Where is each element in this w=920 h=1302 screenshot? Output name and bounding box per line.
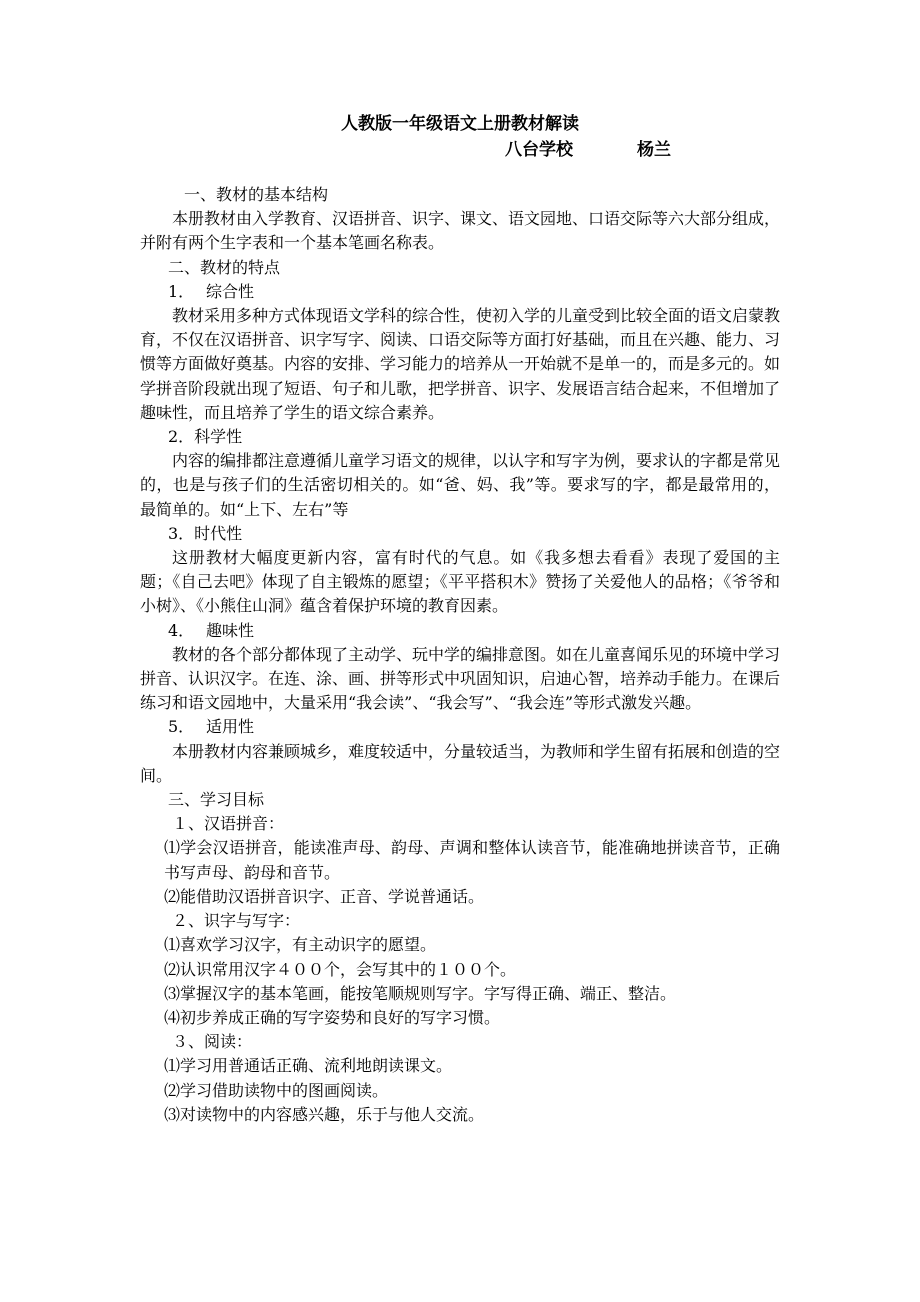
byline [505, 138, 671, 162]
feature-heading-scientific: 2．科学性 [168, 427, 243, 447]
feature-number: 5． [168, 717, 195, 737]
section-heading-goals: 三、学习目标 [168, 790, 265, 810]
goal-item: ⑶对读物中的内容感兴趣，乐于与他人交流。 [164, 1104, 485, 1124]
goal-heading-pinyin: １、汉语拼音： [172, 814, 285, 834]
feature-number: 1． [168, 281, 195, 301]
section-heading-structure: 一、教材的基本结构 [184, 185, 329, 204]
author-name: 杨兰 [637, 140, 671, 160]
goal-item: ⑵认识常用汉字４００个，会写其中的１００个。 [164, 959, 517, 979]
feature-heading-applicability [140, 715, 780, 739]
school-name: 八台学校 [505, 140, 573, 160]
feature-label: 综合性 [206, 281, 255, 301]
feature-heading-comprehensive [140, 280, 780, 304]
section-heading-features: 二、教材的特点 [168, 257, 281, 277]
goal-item: ⑵学习借助读物中的图画阅读。 [164, 1080, 389, 1100]
paragraph-applicability: 本册教材内容兼顾城乡，难度较适中，分量较适当，为教师和学生留有拓展和创造的空间。 [140, 741, 781, 785]
paragraph-structure: 本册教材由入学教育、汉语拼音、识字、课文、语文园地、口语交际等六大部分组成，并附有两个生字表和一个基本笔画名称表。 [140, 209, 781, 253]
goal-heading-reading: ３、阅读： [172, 1032, 253, 1052]
goal-item: ⑴喜欢学习汉字，有主动识字的愿望。 [164, 935, 437, 955]
feature-heading-modern: 3．时代性 [168, 523, 243, 543]
paragraph-modern: 这册教材大幅度更新内容，富有时代的气息。如《我多想去看看》表现了爱国的主题；《自己去吧》体现了自主锻炼的愿望；《平平搭积木》赞扬了关爱他人的品格；《爷爷和小树》、《小熊住山洞》蕴含着保护环境的教育因素。 [140, 548, 780, 616]
paragraph-scientific: 内容的编排都注意遵循儿童学习语文的规律，以认字和写字为例，要求认的字都是常见的，也是与孩子们的生活密切相关的。如“爸、妈、我”等。要求写的字，都是最常用的，最简单的。如“上下、左右”等 [140, 451, 781, 519]
feature-label: 适用性 [206, 717, 255, 737]
paragraph-interest: 教材的各个部分都体现了主动学、玩中学的编排意图。如在儿童喜闻乐见的环境中学习拼音、认识汉字。在连、涂、画、拼等形式中巩固知识，启迪心智，培养动手能力。在课后练习和语文园地中，大量采用“我会读”、“我会写”、“我会连”等形式激发兴趣。 [140, 644, 781, 713]
document-title: 人教版一年级语文上册教材解读 [341, 114, 579, 134]
paragraph-comprehensive: 教材采用多种方式体现语文学科的综合性，使初入学的儿童受到比较全面的语文启蒙教育，不仅在汉语拼音、识字写字、阅读、口语交际等方面打好基础，而且在兴趣、能力、习惯等方面做好奠基。内容的安排、学习能力的培养从一开始就不是单一的，而是多元的。如学拼音阶段就出现了短语、句子和儿歌，把学拼音、识字、发展语言结合起来，不但增加了趣味性，而且培养了学生的语文综合素养。 [140, 306, 781, 422]
goal-item: ⑷初步养成正确的写字姿势和良好的写字习惯。 [164, 1007, 501, 1027]
feature-number: 4． [168, 620, 195, 640]
feature-label: 趣味性 [206, 620, 255, 640]
goal-item: ⑴学习用普通话正确、流利地朗读课文。 [164, 1056, 453, 1076]
document-body [140, 183, 780, 1127]
goal-item: ⑵能借助汉语拼音识字、正音、学说普通话。 [164, 886, 485, 906]
goal-heading-writing: ２、识字与写字： [172, 911, 301, 931]
feature-heading-interest [140, 619, 780, 643]
goal-item: ⑴学会汉语拼音，能读准声母、韵母、声调和整体认读音节，能准确地拼读音节，正确书写声母、韵母和音节。 [164, 838, 780, 882]
goal-item: ⑶掌握汉字的基本笔画，能按笔顺规则写字。字写得正确、端正、整洁。 [164, 983, 677, 1003]
